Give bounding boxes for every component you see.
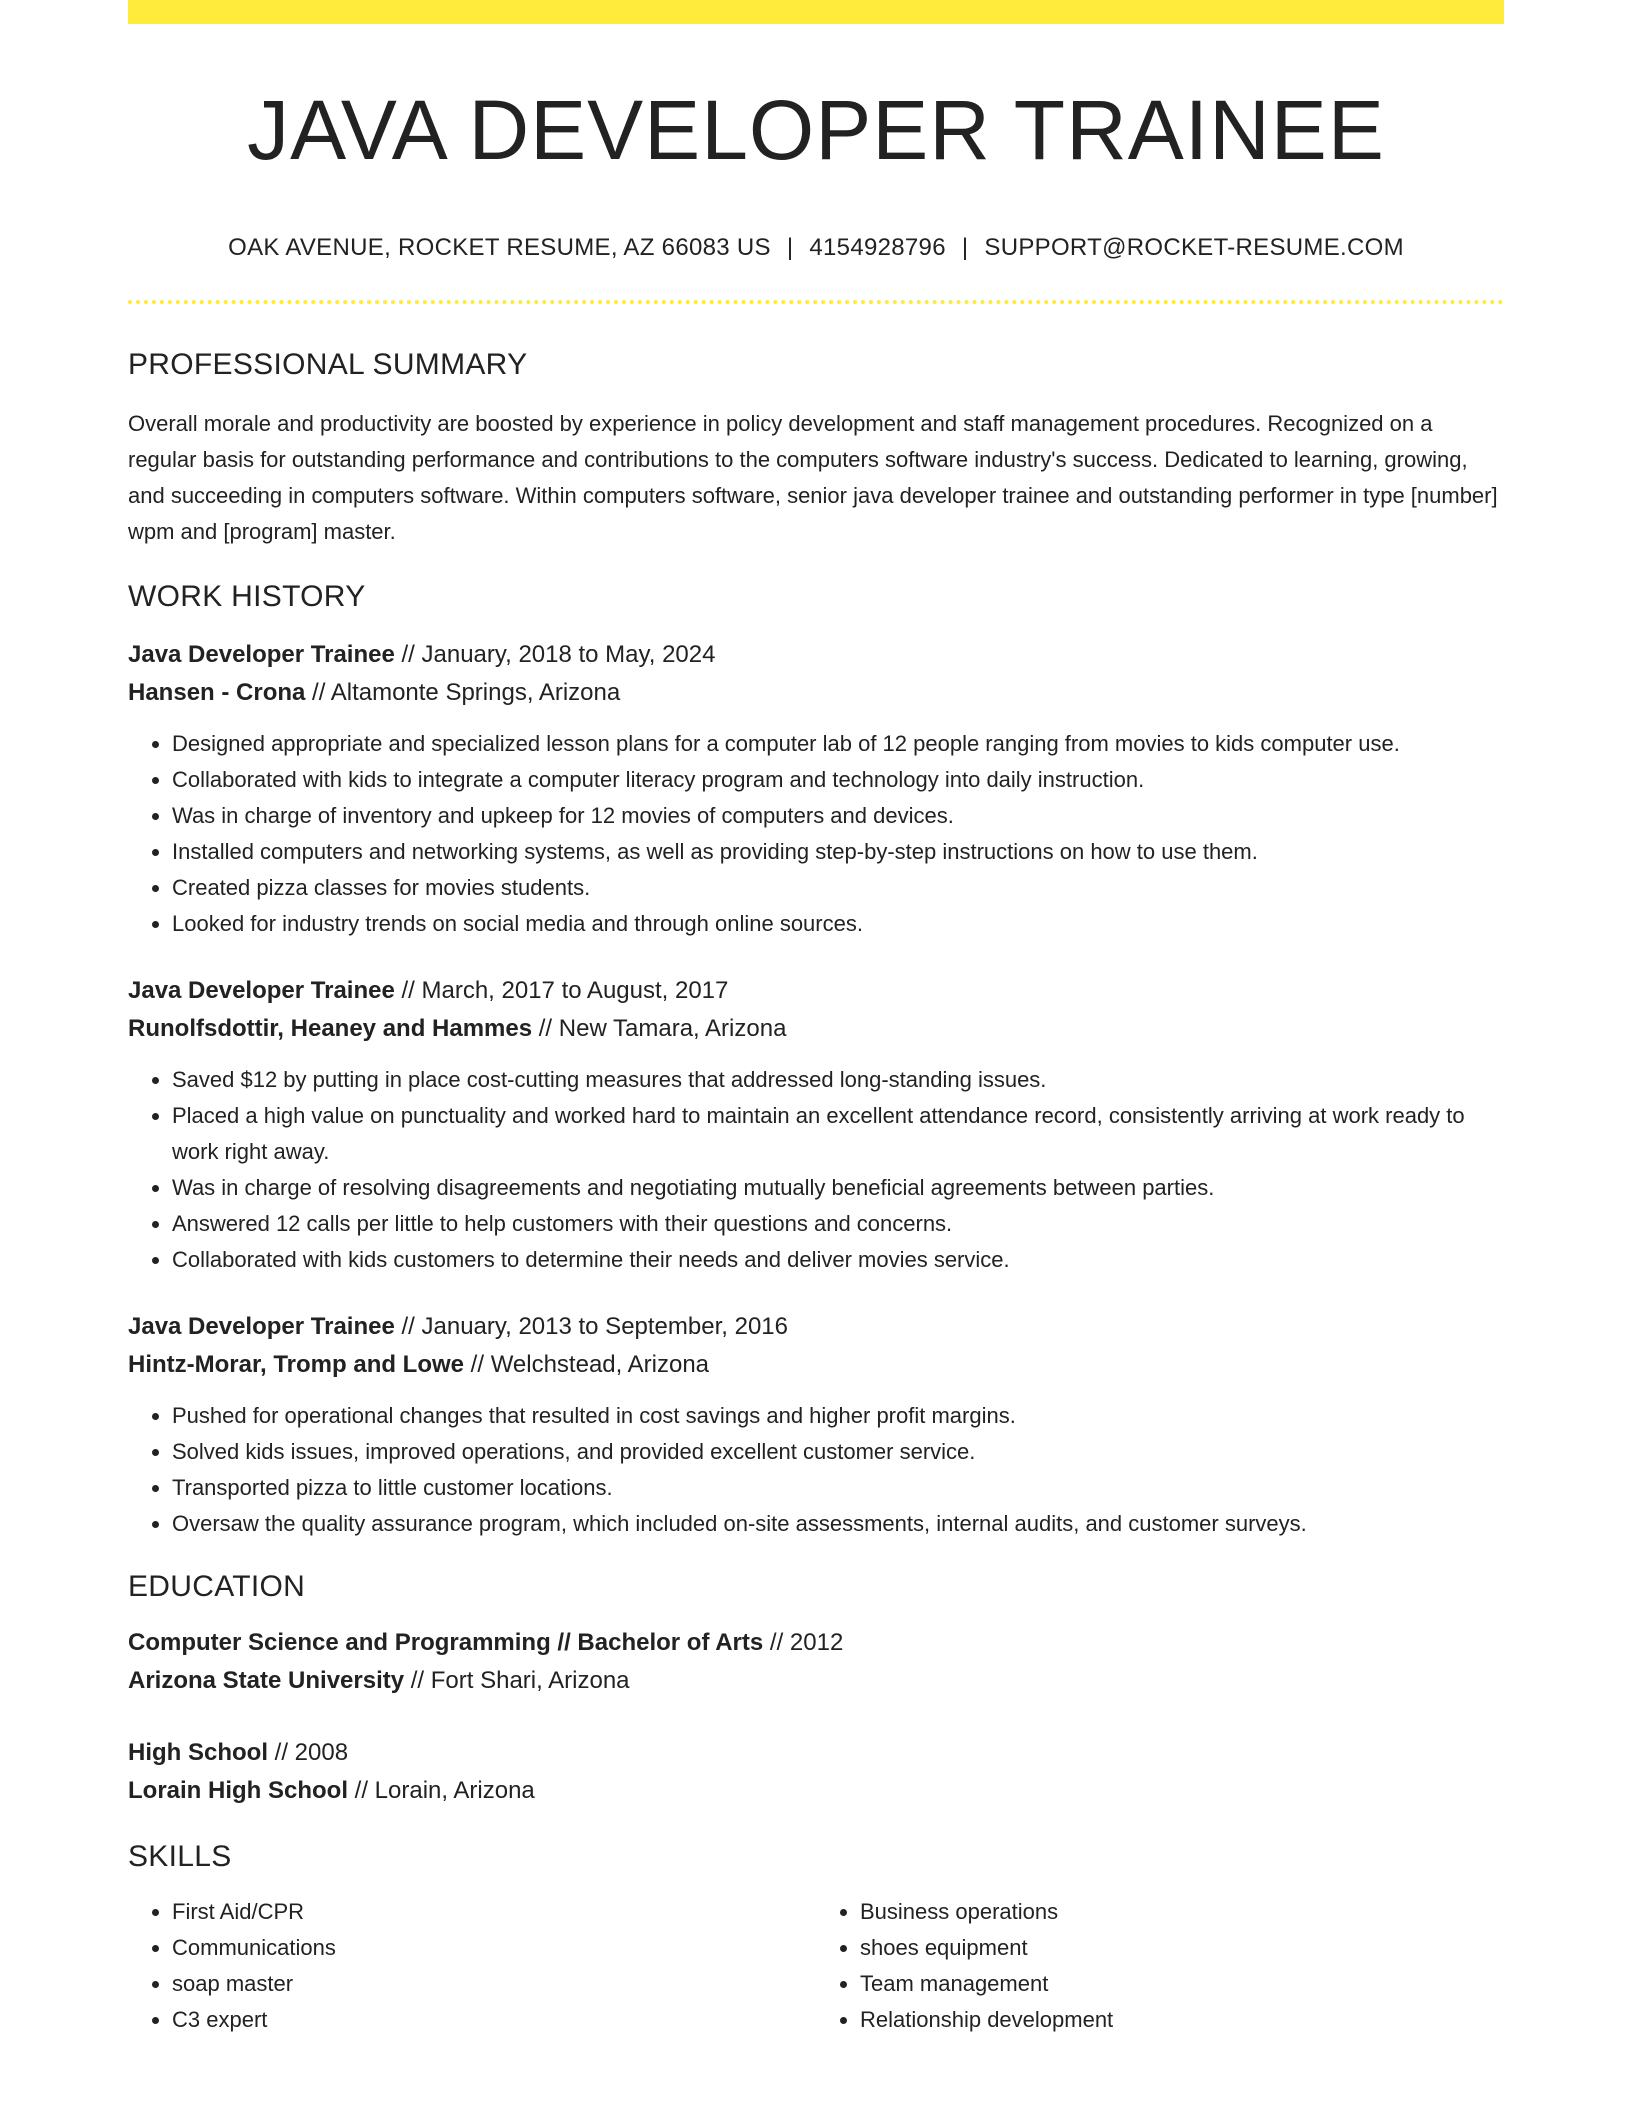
education-entry <box>128 1734 1504 1810</box>
education-school-line <box>128 1772 1504 1810</box>
list-item: • Team management <box>860 1966 1504 2002</box>
summary-heading: PROFESSIONAL SUMMARY <box>128 348 528 382</box>
skills-column-left <box>128 1894 816 2038</box>
job-bullets <box>128 1398 1504 1542</box>
summary-text: Overall morale and productivity are boosted by experience in policy development and staff management procedures. Recognized on a regular basis for outstanding performance and contributions to the computers software industry's success. Dedicated to learning, growing, and succeeding in computers software. Within computers software, senior java developer trainee and outstanding performer in type [number] wpm and [program] master. <box>128 411 1498 545</box>
job-bullets <box>128 726 1504 942</box>
job-title-line <box>128 1308 1504 1346</box>
skills-heading: SKILLS <box>128 1840 232 1874</box>
contact-phone: 4154928796 <box>809 234 946 262</box>
list-item: • Business operations <box>860 1894 1504 1930</box>
list-item: • First Aid/CPR <box>172 1894 816 1930</box>
resume-page <box>128 0 1504 2038</box>
job-dates: // January, 2013 to September, 2016 <box>394 1313 788 1341</box>
list-item: • Communications <box>172 1930 816 1966</box>
job-entry <box>128 972 1504 1278</box>
list-item: • Installed computers and networking systems, as well as providing step-by-step instructions on how to use them. <box>172 834 1504 870</box>
page-title: JAVA DEVELOPER TRAINEE <box>247 83 1385 177</box>
job-entry <box>128 636 1504 942</box>
education-school-line <box>128 1662 1504 1700</box>
list-item: • Designed appropriate and specialized lesson plans for a computer lab of 12 people ranging from movies to kids computer use. <box>172 726 1504 762</box>
job-role: Java Developer Trainee <box>128 977 395 1005</box>
list-item: • Pushed for operational changes that resulted in cost savings and higher profit margins. <box>172 1398 1504 1434</box>
job-location: // New Tamara, Arizona <box>532 1015 787 1043</box>
education-location: // Fort Shari, Arizona <box>404 1667 630 1695</box>
contact-line <box>128 234 1504 262</box>
list-item: • Relationship development <box>860 2002 1504 2038</box>
list-item: • Collaborated with kids to integrate a computer literacy program and technology into daily instruction. <box>172 762 1504 798</box>
job-title-line <box>128 972 1504 1010</box>
list-item: • Oversaw the quality assurance program, which included on-site assessments, internal audits, and customer surveys. <box>172 1506 1504 1542</box>
list-item: • Answered 12 calls per little to help customers with their questions and concerns. <box>172 1206 1504 1242</box>
education-year: // 2008 <box>268 1739 349 1767</box>
education-location: // Lorain, Arizona <box>348 1777 535 1805</box>
skills-column-right <box>816 1894 1504 2038</box>
job-company: Hintz-Morar, Tromp and Lowe <box>128 1351 465 1379</box>
list-item: • Transported pizza to little customer locations. <box>172 1470 1504 1506</box>
contact-separator: | <box>786 234 794 262</box>
job-role: Java Developer Trainee <box>128 641 395 669</box>
education-degree: High School <box>128 1739 268 1767</box>
job-dates: // January, 2018 to May, 2024 <box>394 641 716 669</box>
skills-grid <box>128 1894 1504 2038</box>
list-item: • Saved $12 by putting in place cost-cutting measures that addressed long-standing issues. <box>172 1062 1504 1098</box>
job-dates: // March, 2017 to August, 2017 <box>394 977 729 1005</box>
job-title-line <box>128 636 1504 674</box>
job-role: Java Developer Trainee <box>128 1313 395 1341</box>
job-entry <box>128 1308 1504 1542</box>
list-item: • C3 expert <box>172 2002 816 2038</box>
job-location: // Welchstead, Arizona <box>464 1351 710 1379</box>
job-company-line <box>128 1010 1504 1048</box>
contact-email: SUPPORT@ROCKET-RESUME.COM <box>984 234 1404 262</box>
list-item: • Was in charge of resolving disagreements and negotiating mutually beneficial agreements between parties. <box>172 1170 1504 1206</box>
job-company-line <box>128 674 1504 712</box>
job-company-line <box>128 1346 1504 1384</box>
education-year: // 2012 <box>763 1629 844 1657</box>
job-location: // Altamonte Springs, Arizona <box>305 679 621 707</box>
skills-list-left <box>128 1894 816 2038</box>
contact-separator: | <box>961 234 969 262</box>
education-degree: Computer Science and Programming // Bachelor of Arts <box>128 1629 764 1657</box>
header-divider <box>128 300 1504 304</box>
work-history-heading: WORK HISTORY <box>128 580 366 614</box>
job-bullets <box>128 1062 1504 1278</box>
list-item: • Was in charge of inventory and upkeep for 12 movies of computers and devices. <box>172 798 1504 834</box>
list-item: • Placed a high value on punctuality and worked hard to maintain an excellent attendance record, consistently arriving at work ready to work right away. <box>172 1098 1504 1170</box>
list-item: • shoes equipment <box>860 1930 1504 1966</box>
education-school: Arizona State University <box>128 1667 405 1695</box>
education-entry <box>128 1624 1504 1700</box>
job-company: Runolfsdottir, Heaney and Hammes <box>128 1015 533 1043</box>
job-company: Hansen - Crona <box>128 679 306 707</box>
education-degree-line <box>128 1734 1504 1772</box>
skills-list-right <box>816 1894 1504 2038</box>
education-degree-line <box>128 1624 1504 1662</box>
education-school: Lorain High School <box>128 1777 348 1805</box>
education-heading: EDUCATION <box>128 1570 306 1604</box>
list-item: • Looked for industry trends on social media and through online sources. <box>172 906 1504 942</box>
contact-address: OAK AVENUE, ROCKET RESUME, AZ 66083 US <box>228 234 771 262</box>
top-accent-bar <box>128 0 1504 24</box>
list-item: • soap master <box>172 1966 816 2002</box>
list-item: • Collaborated with kids customers to determine their needs and deliver movies service. <box>172 1242 1504 1278</box>
list-item: • Solved kids issues, improved operations, and provided excellent customer service. <box>172 1434 1504 1470</box>
list-item: • Created pizza classes for movies students. <box>172 870 1504 906</box>
